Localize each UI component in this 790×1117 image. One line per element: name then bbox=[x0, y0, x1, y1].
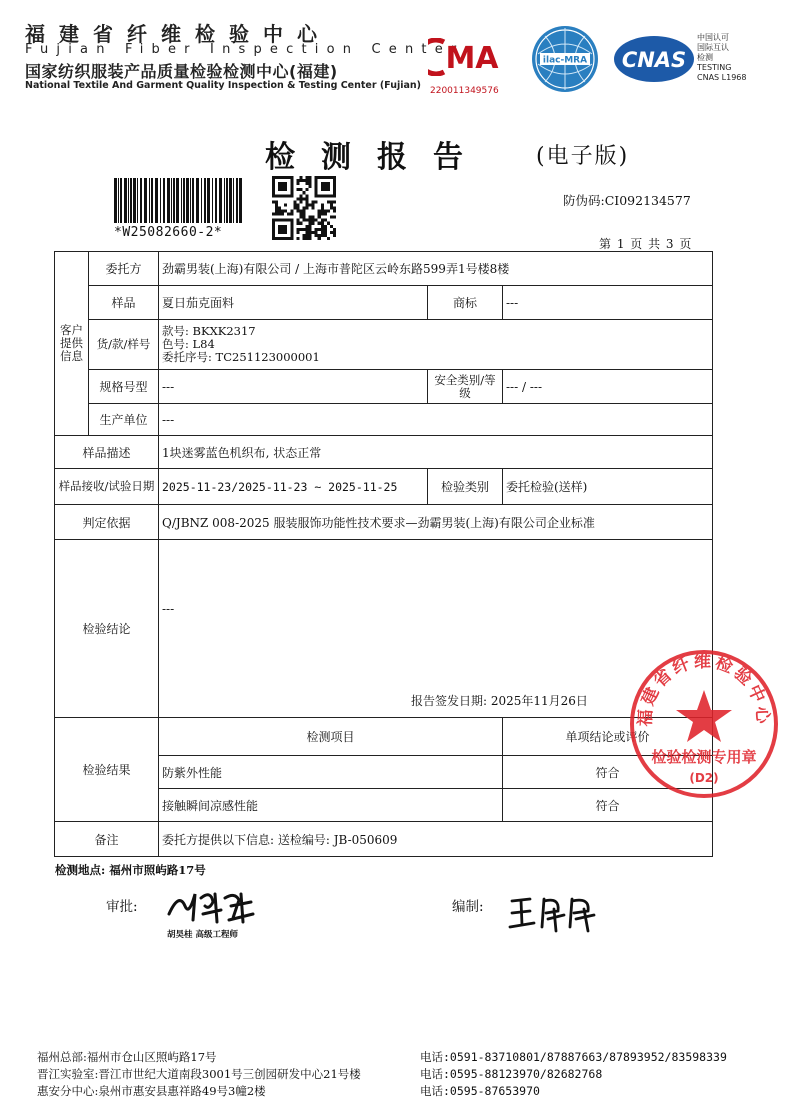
svg-text:(D2): (D2) bbox=[689, 771, 719, 785]
svg-text:福建省纤维检验中心: 福建省纤维检验中心 bbox=[635, 651, 773, 728]
svg-text:检验检测专用章: 检验检测专用章 bbox=[651, 748, 757, 766]
date-value: 2025-11-23/2025-11-23 ~ 2025-11-25 bbox=[159, 469, 428, 505]
report-subtitle: (电子版) bbox=[536, 144, 630, 169]
result-item: 接触瞬间凉感性能 bbox=[159, 789, 503, 822]
result-verdict: 符合 bbox=[503, 756, 713, 789]
client-info-group-label: 客户提供信息 bbox=[55, 252, 89, 436]
safety-label: 安全类别/等级 bbox=[428, 370, 503, 404]
desc-label: 样品描述 bbox=[55, 436, 159, 469]
cma-number: 220011349576 bbox=[430, 86, 499, 96]
sample-value: 夏日茄克面料 bbox=[159, 286, 428, 320]
type-label: 检验类别 bbox=[428, 469, 503, 505]
barcode-number: *W25082660-2* bbox=[114, 225, 223, 240]
footer-phone-hq: 电话:0591-83710801/87887663/87893952/83598339 bbox=[420, 1050, 727, 1064]
trademark-label: 商标 bbox=[428, 286, 503, 320]
footer-address-jinjiang: 晋江实验室:晋江市世纪大道南段3001号三创园研发中心21号楼 bbox=[37, 1067, 361, 1081]
approve-label: 审批: bbox=[106, 899, 138, 915]
spec-value: --- bbox=[159, 370, 428, 404]
basis-label: 判定依据 bbox=[55, 505, 159, 540]
report-table bbox=[54, 251, 713, 857]
producer-label: 生产单位 bbox=[89, 404, 159, 436]
center-name-cn: 国家纺织服装产品质量检验检测中心(福建) bbox=[25, 62, 338, 81]
compiler-signature-icon bbox=[508, 891, 604, 933]
cnas-caption: 中国认可 国际互认 检测 TESTING CNAS L1968 bbox=[697, 33, 747, 82]
footer-phone-jinjiang: 电话:0595-88123970/82682768 bbox=[420, 1067, 603, 1081]
footer-address-hq: 福州总部:福州市仓山区照屿路17号 bbox=[37, 1050, 217, 1064]
spec-label: 规格号型 bbox=[89, 370, 159, 404]
svg-text:ilac-MRA: ilac-MRA bbox=[542, 55, 588, 66]
basis-value: Q/JBNZ 008-2025 服装服饰功能性技术要求—劲霸男装(上海)有限公司企业标准 bbox=[159, 505, 713, 540]
qr-code-icon bbox=[272, 176, 336, 240]
client-label: 委托方 bbox=[89, 252, 159, 286]
svg-text:MA: MA bbox=[445, 41, 499, 76]
anti-counterfeit-code: 防伪码:CI092134577 bbox=[563, 193, 691, 208]
org-name-cn: 福建省纤维检验中心 bbox=[25, 22, 331, 46]
compile-label: 编制: bbox=[452, 899, 484, 915]
remark-value: 委托方提供以下信息: 送检编号: JB-050609 bbox=[159, 822, 713, 857]
approver-signature-icon bbox=[165, 884, 257, 926]
result-col-item: 检测项目 bbox=[159, 718, 503, 756]
footer-phone-huian: 电话:0595-87653970 bbox=[420, 1084, 540, 1098]
conclusion-value: --- bbox=[162, 602, 175, 616]
cnas-logo-icon bbox=[613, 34, 695, 84]
result-label: 检验结果 bbox=[55, 718, 159, 822]
org-name-en: Fujian Fiber Inspection Center bbox=[25, 42, 465, 57]
ilac-mra-logo-icon bbox=[530, 24, 600, 94]
report-title: 检测报告 bbox=[265, 140, 489, 175]
result-verdict: 符合 bbox=[503, 789, 713, 822]
sample-label: 样品 bbox=[89, 286, 159, 320]
test-site: 检测地点: 福州市照屿路17号 bbox=[55, 863, 206, 877]
svg-text:CNAS: CNAS bbox=[621, 48, 687, 72]
center-name-en: National Textile And Garment Quality Inspection & Testing Center (Fujian) bbox=[25, 80, 421, 91]
result-col-verdict: 单项结论或评价 bbox=[503, 718, 713, 756]
official-seal-icon bbox=[628, 648, 780, 800]
remark-label: 备注 bbox=[55, 822, 159, 857]
date-label: 样品接收/试验日期 bbox=[55, 469, 159, 505]
issue-date: 报告签发日期: 2025年11月26日 bbox=[411, 694, 588, 708]
goods-label: 货/款/样号 bbox=[89, 320, 159, 370]
trademark-value: --- bbox=[503, 286, 713, 320]
barcode-icon bbox=[114, 178, 242, 223]
page-info: 第 1 页 共 3 页 bbox=[599, 237, 693, 251]
desc-value: 1块迷雾蓝色机织布, 状态正常 bbox=[159, 436, 713, 469]
type-value: 委托检验(送样) bbox=[503, 469, 713, 505]
producer-value: --- bbox=[159, 404, 713, 436]
safety-value: --- / --- bbox=[503, 370, 713, 404]
approver-title: 胡昊桂 高级工程师 bbox=[167, 930, 238, 940]
cma-logo-icon bbox=[428, 38, 510, 76]
goods-value: 款号: BKXK2317 色号: L84 委托序号: TC251123000001 bbox=[159, 320, 713, 370]
client-value: 劲霸男装(上海)有限公司 / 上海市普陀区云岭东路599弄1号楼8楼 bbox=[159, 252, 713, 286]
result-item: 防紫外性能 bbox=[159, 756, 503, 789]
conclusion-label: 检验结论 bbox=[55, 540, 159, 718]
footer-address-huian: 惠安分中心:泉州市惠安县惠祥路49号3幢2楼 bbox=[37, 1084, 266, 1098]
